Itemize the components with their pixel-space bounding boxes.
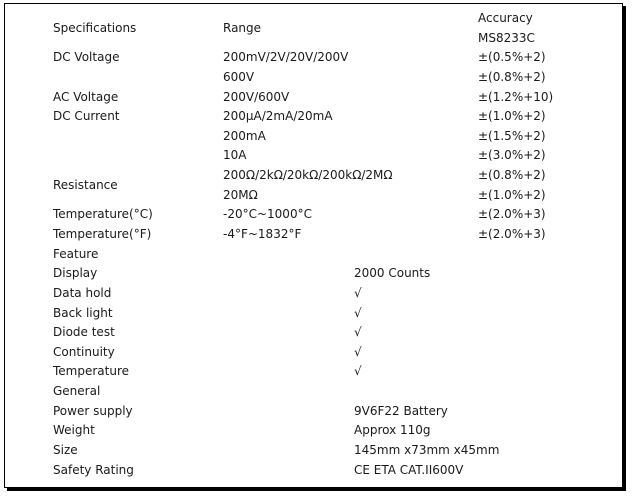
accuracy-header: Accuracy bbox=[478, 11, 533, 25]
spec-param: AC Voltage bbox=[53, 90, 119, 104]
spec-range: 200μA/2mA/20mA bbox=[223, 109, 333, 123]
feature-label: Temperature bbox=[53, 364, 130, 378]
spec-accuracy: ±(0.5%+2) bbox=[478, 50, 546, 64]
check-mark: √ bbox=[354, 325, 362, 339]
model-header: MS8233C bbox=[478, 31, 535, 45]
spec-accuracy: ±(1.0%+2) bbox=[478, 109, 546, 123]
general-label: Size bbox=[53, 443, 78, 457]
general-value: Approx 110g bbox=[354, 423, 431, 437]
spec-range: 600V bbox=[223, 70, 255, 84]
spec-accuracy: ±(0.8%+2) bbox=[478, 168, 546, 182]
spec-accuracy: ±(2.0%+3) bbox=[478, 207, 546, 221]
spec-param: Temperature(°F) bbox=[53, 227, 152, 241]
spec-range: -4°F~1832°F bbox=[223, 227, 302, 241]
spec-param: DC Current bbox=[53, 109, 120, 123]
spec-range: 200mV/2V/20V/200V bbox=[223, 50, 349, 64]
check-mark: √ bbox=[354, 286, 362, 300]
spec-range: -20°C~1000°C bbox=[223, 207, 312, 221]
general-value: 9V6F22 Battery bbox=[354, 404, 448, 418]
spec-accuracy: ±(3.0%+2) bbox=[478, 148, 546, 162]
general-heading: General bbox=[53, 384, 101, 398]
feature-label: Back light bbox=[53, 306, 113, 320]
range-header: Range bbox=[223, 21, 262, 35]
feature-label: Diode test bbox=[53, 325, 115, 339]
feature-label: Data hold bbox=[53, 286, 112, 300]
spec-range: 10A bbox=[223, 148, 247, 162]
check-mark: √ bbox=[354, 364, 362, 378]
spec-range: 200Ω/2kΩ/20kΩ/200kΩ/2MΩ bbox=[223, 168, 393, 182]
check-mark: √ bbox=[354, 306, 362, 320]
general-value: 145mm x73mm x45mm bbox=[354, 443, 500, 457]
spec-param: Resistance bbox=[53, 178, 118, 192]
feature-value: 2000 Counts bbox=[354, 266, 431, 280]
spec-accuracy: ±(1.0%+2) bbox=[478, 188, 546, 202]
general-label: Weight bbox=[53, 423, 95, 437]
check-mark: √ bbox=[354, 345, 362, 359]
general-label: Power supply bbox=[53, 404, 133, 418]
specifications-header: Specifications bbox=[53, 21, 137, 35]
general-label: Safety Rating bbox=[53, 463, 134, 477]
spec-accuracy: ±(0.8%+2) bbox=[478, 70, 546, 84]
spec-range: 200V/600V bbox=[223, 90, 290, 104]
spec-param: Temperature(°C) bbox=[53, 207, 153, 221]
spec-accuracy: ±(1.2%+10) bbox=[478, 90, 554, 104]
spec-accuracy: ±(2.0%+3) bbox=[478, 227, 546, 241]
feature-label: Display bbox=[53, 266, 98, 280]
spec-param: DC Voltage bbox=[53, 50, 120, 64]
spec-range: 20MΩ bbox=[223, 188, 258, 202]
spec-accuracy: ±(1.5%+2) bbox=[478, 129, 546, 143]
spec-range: 200mA bbox=[223, 129, 266, 143]
feature-label: Continuity bbox=[53, 345, 115, 359]
feature-heading: Feature bbox=[53, 247, 99, 261]
general-value: CE ETA CAT.II600V bbox=[354, 463, 464, 477]
